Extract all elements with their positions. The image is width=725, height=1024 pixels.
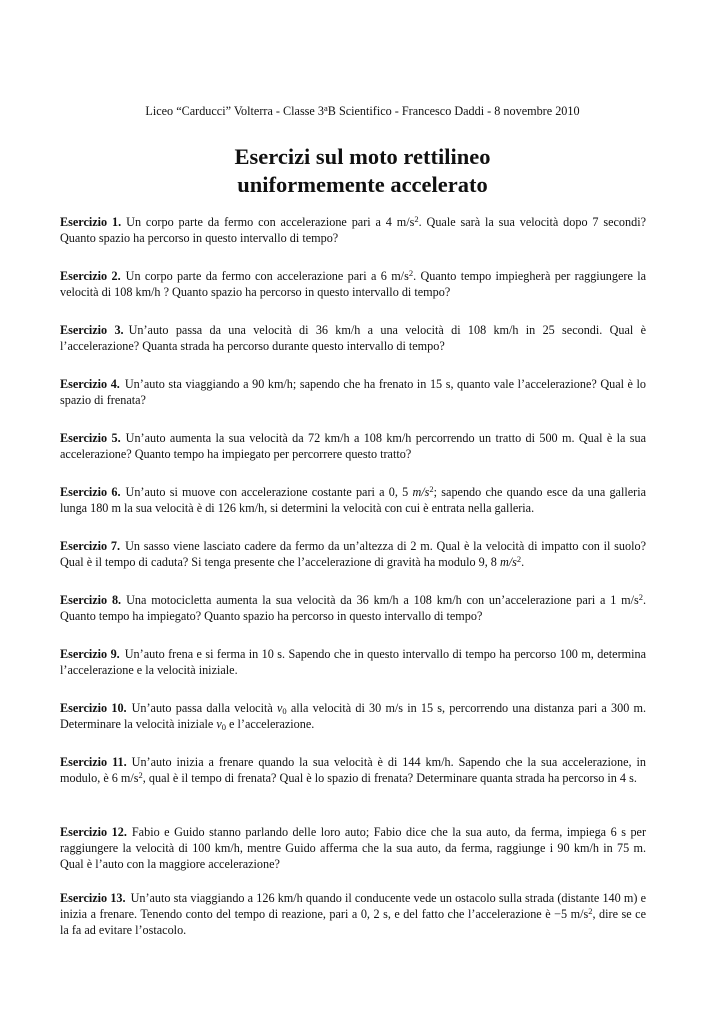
exercise-text: Un sasso viene lasciato cadere da fermo da un’altezza di 2 m. Qual è la velocità di impatto con il suolo? Qual è il tempo di caduta? Si tenga presente che l’accelerazione di gravità ha modulo 9, 8 (60, 539, 646, 569)
exercise-8 (60, 592, 646, 624)
exercise-text: . Quale sarà la sua velocità dopo 7 secondi? Quanto spazio ha percorso in questo intervallo di tempo? (60, 215, 647, 245)
superscript: 2 (429, 484, 434, 494)
subscript: 0 (282, 706, 287, 716)
exercise-text: Un’auto passa da una velocità di 36 km/h a una velocità di 108 km/h in 25 secondi. Qual è l’accelerazione? Quanta strada ha percorso durante questo intervallo di tempo? (60, 323, 647, 353)
exercise-3 (60, 322, 646, 354)
header-superscript: a (323, 103, 328, 113)
exercise-11 (60, 754, 646, 786)
exercise-label: Esercizio 13. (60, 891, 126, 905)
exercise-1 (60, 214, 646, 246)
exercise-label: Esercizio 9. (60, 647, 120, 661)
exercise-label: Esercizio 8. (60, 593, 122, 607)
exercise-label: Esercizio 11. (60, 755, 127, 769)
exercise-6 (60, 484, 646, 516)
page-title (0, 143, 725, 199)
exercise-text: Un’auto passa dalla velocità (131, 701, 277, 715)
superscript: 2 (408, 268, 414, 278)
exercise-text: Fabio e Guido stanno parlando delle loro auto; Fabio dice che la sua auto, da ferma, impiega 6 s per raggiungere la velocità di 100 km/h, mentre Guido afferma che la sua auto, da ferma, raggiunge i 90 km/h in 75 m. Qual è l’auto con la maggiore accelerazione? (60, 825, 647, 871)
exercise-10 (60, 700, 646, 732)
exercise-text: . Quanto tempo ha impiegato? Quanto spazio ha percorso in questo intervallo di tempo? (60, 593, 646, 623)
exercise-text: Un corpo parte da fermo con accelerazione pari a 6 m/s (125, 269, 409, 283)
exercise-text: ; sapendo che quando esce da una galleria lunga 180 m la sua velocità è di 126 km/h, si determini la velocità con cui è entrata nella galleria. (60, 485, 646, 515)
title-line-1: Esercizi sul moto rettilineo (234, 144, 491, 169)
exercise-9 (60, 646, 646, 678)
exercise-4 (60, 376, 646, 408)
exercise-label: Esercizio 1. (60, 215, 122, 229)
exercise-label: Esercizio 3. (60, 323, 124, 337)
exercise-label: Esercizio 12. (60, 825, 127, 839)
math-unit: m/s (412, 485, 430, 499)
exercise-text: Un corpo parte da fermo con accelerazione pari a 4 m/s (126, 215, 415, 229)
exercise-2 (60, 268, 646, 300)
subscript: 0 (221, 722, 226, 732)
superscript: 2 (638, 592, 643, 602)
superscript: 2 (588, 906, 593, 916)
math-variable: v (276, 701, 283, 715)
exercise-text: e l’accelerazione. (226, 717, 315, 731)
exercise-text: . Quanto tempo impiegherà per raggiungere la velocità di 108 km/h ? Quanto spazio ha percorso in questo intervallo di tempo? (60, 269, 647, 299)
math-unit: m/s (499, 555, 517, 569)
exercise-text: Un’auto sta viaggiando a 90 km/h; sapendo che ha frenato in 15 s, quanto vale l’accelerazione? Qual è lo spazio di frenata? (60, 377, 647, 407)
exercise-7 (60, 538, 646, 570)
exercise-text: Un’auto aumenta la sua velocità da 72 km/h a 108 km/h percorrendo un tratto di 500 m. Qual è la sua accelerazione? Quanto tempo ha impiegato per percorrere questo tratto? (60, 431, 647, 461)
exercise-text: Un’auto sta viaggiando a 126 km/h quando il conducente vede un ostacolo sulla strada (distante 140 m) e inizia a frenare. Tenendo conto del tempo di reazione, pari a 0, 2 s, e del fatto che l’accelerazione è −5 m/s (60, 891, 647, 921)
exercise-label: Esercizio 2. (60, 269, 121, 283)
exercise-label: Esercizio 5. (60, 431, 121, 445)
superscript: 2 (138, 770, 143, 780)
exercise-text: Un’auto frena e si ferma in 10 s. Sapendo che in questo intervallo di tempo ha percorso 100 m, determina l’accelerazione e la velocità iniziale. (60, 647, 646, 677)
exercise-13 (60, 890, 646, 938)
exercise-label: Esercizio 7. (60, 539, 121, 553)
exercise-5 (60, 430, 646, 462)
document-header (0, 104, 725, 118)
exercise-text: Un’auto si muove con accelerazione costante pari a 0, 5 (125, 485, 413, 499)
header-text-pre: Liceo “Carducci” Volterra - Classe 3 (145, 104, 324, 118)
header-text-post: B Scientifico - Francesco Daddi - 8 novembre 2010 (327, 104, 580, 118)
superscript: 2 (516, 554, 522, 564)
exercise-text: Un’auto inizia a frenare quando la sua velocità è di 144 km/h. Sapendo che la sua accelerazione, in modulo, è 6 m/s (60, 755, 646, 785)
superscript: 2 (414, 214, 419, 224)
title-line-2: uniformemente accelerato (237, 172, 488, 197)
exercise-text: . (521, 555, 525, 569)
exercise-text: , dire se ce la fa ad evitare l’ostacolo. (60, 907, 647, 937)
exercise-text: , qual è il tempo di frenata? Qual è lo spazio di frenata? Determinare quanta strada ha percorso in 4 s. (142, 771, 637, 785)
math-variable: v (216, 717, 222, 731)
exercise-text: Una motocicletta aumenta la sua velocità da 36 km/h a 108 km/h con un’accelerazione pari a 1 m/s (126, 593, 639, 607)
exercise-12 (60, 824, 646, 872)
exercise-label: Esercizio 4. (60, 377, 120, 391)
exercise-label: Esercizio 10. (60, 701, 127, 715)
exercise-label: Esercizio 6. (60, 485, 121, 499)
exercise-text: alla velocità di 30 m/s in 15 s, percorrendo una distanza pari a 300 m. Determinare la velocità iniziale (60, 701, 647, 731)
